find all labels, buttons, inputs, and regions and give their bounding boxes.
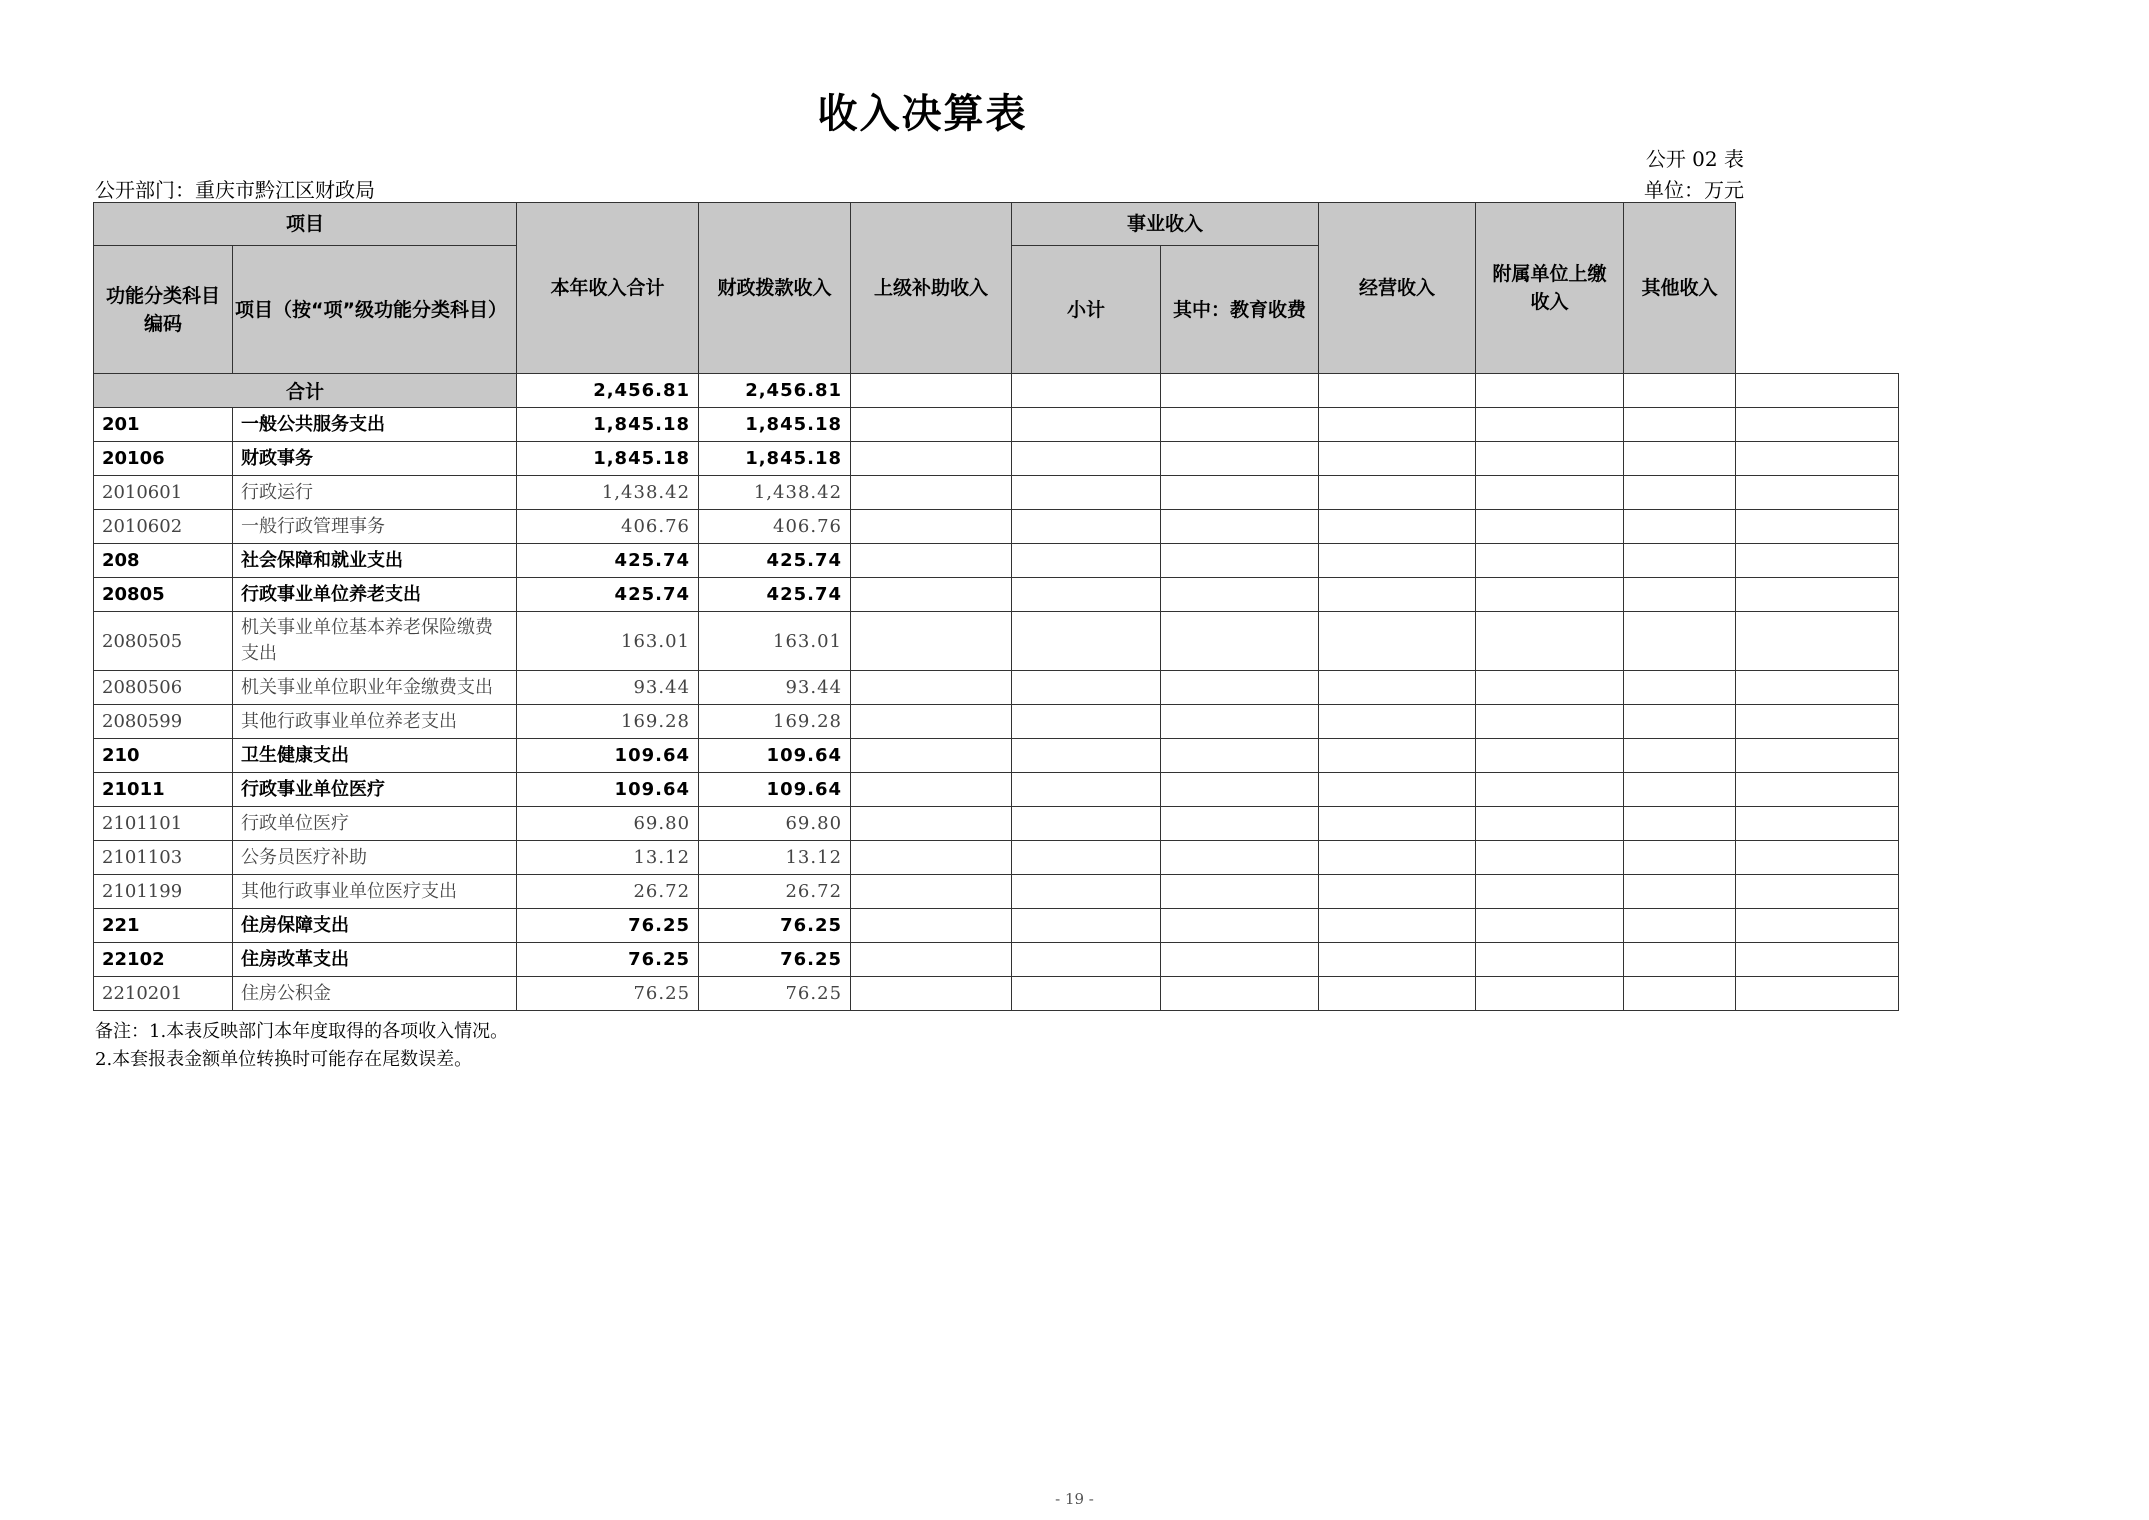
empty-cell — [1319, 739, 1476, 773]
page-number: - 19 - — [1055, 1490, 1094, 1508]
empty-cell — [1476, 773, 1624, 807]
table-row — [94, 612, 1899, 671]
empty-cell — [1319, 841, 1476, 875]
row-code: 201 — [94, 408, 233, 442]
empty-cell — [1624, 510, 1736, 544]
header-business-income: 事业收入 — [1012, 203, 1319, 246]
row-fiscal-allocation: 69.80 — [699, 807, 851, 841]
row-code: 2101101 — [94, 807, 233, 841]
empty-cell — [1012, 875, 1161, 909]
row-name: 社会保障和就业支出 — [233, 544, 517, 578]
empty-cell — [1476, 977, 1624, 1011]
empty-cell — [851, 578, 1012, 612]
empty-cell — [1624, 476, 1736, 510]
empty-cell — [1012, 807, 1161, 841]
empty-cell — [1624, 544, 1736, 578]
empty-cell — [1624, 875, 1736, 909]
total-row — [94, 374, 1899, 408]
empty-cell — [1012, 909, 1161, 943]
empty-cell — [1476, 612, 1624, 671]
empty-cell — [851, 773, 1012, 807]
row-name: 机关事业单位基本养老保险缴费支出 — [233, 612, 517, 671]
empty-cell — [1624, 705, 1736, 739]
table-row — [94, 909, 1899, 943]
page-title: 收入决算表 — [817, 91, 1028, 137]
row-fiscal-allocation: 1,438.42 — [699, 476, 851, 510]
row-total-income: 163.01 — [517, 612, 699, 671]
empty-cell — [1736, 943, 1899, 977]
empty-cell — [851, 671, 1012, 705]
empty-cell — [1319, 705, 1476, 739]
empty-cell — [1736, 442, 1899, 476]
row-code: 210 — [94, 739, 233, 773]
header-other-income: 其他收入 — [1624, 203, 1736, 374]
empty-cell — [1319, 807, 1476, 841]
empty-cell — [1476, 544, 1624, 578]
empty-cell — [1161, 671, 1319, 705]
empty-cell — [851, 442, 1012, 476]
row-fiscal-allocation: 76.25 — [699, 943, 851, 977]
row-total-income: 109.64 — [517, 739, 699, 773]
row-fiscal-allocation: 1,845.18 — [699, 442, 851, 476]
empty-cell — [1736, 705, 1899, 739]
empty-cell — [1624, 671, 1736, 705]
empty-cell — [1624, 943, 1736, 977]
empty-cell — [1012, 374, 1161, 408]
form-number: 公开 02 表 — [1645, 147, 1744, 171]
row-code: 2080506 — [94, 671, 233, 705]
empty-cell — [1319, 408, 1476, 442]
note-2: 2.本套报表金额单位转换时可能存在尾数误差。 — [95, 1049, 473, 1070]
table-row — [94, 943, 1899, 977]
empty-cell — [1161, 909, 1319, 943]
empty-cell — [1476, 705, 1624, 739]
empty-cell — [1319, 442, 1476, 476]
row-code: 22102 — [94, 943, 233, 977]
empty-cell — [1161, 578, 1319, 612]
empty-cell — [1012, 442, 1161, 476]
empty-cell — [1476, 671, 1624, 705]
row-name: 其他行政事业单位医疗支出 — [233, 875, 517, 909]
empty-cell — [1319, 943, 1476, 977]
empty-cell — [1161, 739, 1319, 773]
empty-cell — [1476, 841, 1624, 875]
row-fiscal-allocation: 406.76 — [699, 510, 851, 544]
row-total-income: 109.64 — [517, 773, 699, 807]
empty-cell — [1736, 739, 1899, 773]
row-fiscal-allocation: 76.25 — [699, 977, 851, 1011]
total-income-value: 2,456.81 — [517, 374, 699, 408]
table-row — [94, 671, 1899, 705]
row-name: 住房改革支出 — [233, 943, 517, 977]
empty-cell — [1476, 578, 1624, 612]
empty-cell — [851, 612, 1012, 671]
row-total-income: 69.80 — [517, 807, 699, 841]
row-total-income: 425.74 — [517, 578, 699, 612]
row-total-income: 76.25 — [517, 943, 699, 977]
empty-cell — [1476, 875, 1624, 909]
empty-cell — [1476, 807, 1624, 841]
empty-cell — [1736, 612, 1899, 671]
empty-cell — [1624, 841, 1736, 875]
empty-cell — [1161, 612, 1319, 671]
header-fiscal-allocation: 财政拨款收入 — [699, 203, 851, 374]
empty-cell — [1319, 476, 1476, 510]
empty-cell — [1161, 442, 1319, 476]
empty-cell — [1624, 612, 1736, 671]
empty-cell — [851, 544, 1012, 578]
empty-cell — [1476, 909, 1624, 943]
empty-cell — [1319, 578, 1476, 612]
row-code: 2210201 — [94, 977, 233, 1011]
empty-cell — [1736, 909, 1899, 943]
empty-cell — [851, 875, 1012, 909]
empty-cell — [1476, 408, 1624, 442]
table-row — [94, 510, 1899, 544]
empty-cell — [1624, 578, 1736, 612]
row-total-income: 76.25 — [517, 909, 699, 943]
empty-cell — [1624, 773, 1736, 807]
empty-cell — [1624, 739, 1736, 773]
table-row — [94, 875, 1899, 909]
empty-cell — [1624, 909, 1736, 943]
row-fiscal-allocation: 26.72 — [699, 875, 851, 909]
empty-cell — [1012, 739, 1161, 773]
empty-cell — [851, 374, 1012, 408]
empty-cell — [1319, 612, 1476, 671]
row-code: 208 — [94, 544, 233, 578]
empty-cell — [851, 841, 1012, 875]
empty-cell — [851, 909, 1012, 943]
empty-cell — [851, 705, 1012, 739]
empty-cell — [851, 943, 1012, 977]
row-name: 一般公共服务支出 — [233, 408, 517, 442]
empty-cell — [1319, 977, 1476, 1011]
empty-cell — [1476, 739, 1624, 773]
empty-cell — [1012, 671, 1161, 705]
empty-cell — [1012, 544, 1161, 578]
row-name: 行政事业单位养老支出 — [233, 578, 517, 612]
row-code: 2101103 — [94, 841, 233, 875]
row-total-income: 1,845.18 — [517, 442, 699, 476]
total-fiscal-value: 2,456.81 — [699, 374, 851, 408]
empty-cell — [1161, 510, 1319, 544]
empty-cell — [1736, 578, 1899, 612]
empty-cell — [1319, 671, 1476, 705]
table-row — [94, 841, 1899, 875]
empty-cell — [1161, 476, 1319, 510]
row-name: 住房保障支出 — [233, 909, 517, 943]
empty-cell — [1161, 705, 1319, 739]
row-total-income: 1,438.42 — [517, 476, 699, 510]
row-fiscal-allocation: 109.64 — [699, 739, 851, 773]
table-row — [94, 977, 1899, 1011]
empty-cell — [1319, 773, 1476, 807]
empty-cell — [1012, 841, 1161, 875]
header-education-fee: 其中：教育收费 — [1161, 246, 1319, 374]
empty-cell — [1319, 875, 1476, 909]
empty-cell — [1161, 408, 1319, 442]
row-fiscal-allocation: 109.64 — [699, 773, 851, 807]
empty-cell — [1012, 510, 1161, 544]
empty-cell — [1736, 510, 1899, 544]
empty-cell — [1476, 442, 1624, 476]
table-row — [94, 705, 1899, 739]
empty-cell — [1161, 374, 1319, 408]
row-code: 2080505 — [94, 612, 233, 671]
empty-cell — [1161, 977, 1319, 1011]
empty-cell — [1624, 807, 1736, 841]
header-item: 项目 — [94, 203, 517, 246]
table-row — [94, 544, 1899, 578]
header-affiliate-income: 附属单位上缴收入 — [1476, 203, 1624, 374]
empty-cell — [1161, 807, 1319, 841]
income-table — [93, 202, 1899, 1011]
empty-cell — [1012, 705, 1161, 739]
empty-cell — [1012, 977, 1161, 1011]
empty-cell — [1161, 773, 1319, 807]
row-total-income: 425.74 — [517, 544, 699, 578]
empty-cell — [1476, 943, 1624, 977]
row-code: 2080599 — [94, 705, 233, 739]
empty-cell — [1319, 374, 1476, 408]
header-item-name: 项目（按“项”级功能分类科目） — [233, 246, 517, 374]
empty-cell — [1624, 977, 1736, 1011]
empty-cell — [1736, 977, 1899, 1011]
row-code: 20805 — [94, 578, 233, 612]
row-total-income: 93.44 — [517, 671, 699, 705]
row-name: 住房公积金 — [233, 977, 517, 1011]
empty-cell — [1736, 875, 1899, 909]
empty-cell — [851, 739, 1012, 773]
row-total-income: 13.12 — [517, 841, 699, 875]
row-name: 卫生健康支出 — [233, 739, 517, 773]
row-fiscal-allocation: 169.28 — [699, 705, 851, 739]
empty-cell — [1161, 841, 1319, 875]
row-code: 221 — [94, 909, 233, 943]
empty-cell — [1736, 476, 1899, 510]
empty-cell — [1319, 510, 1476, 544]
empty-cell — [1736, 773, 1899, 807]
empty-cell — [1624, 374, 1736, 408]
row-fiscal-allocation: 425.74 — [699, 578, 851, 612]
empty-cell — [1161, 943, 1319, 977]
row-name: 行政运行 — [233, 476, 517, 510]
row-code: 2101199 — [94, 875, 233, 909]
row-total-income: 76.25 — [517, 977, 699, 1011]
empty-cell — [1736, 544, 1899, 578]
table-row — [94, 773, 1899, 807]
empty-cell — [1736, 374, 1899, 408]
row-fiscal-allocation: 93.44 — [699, 671, 851, 705]
empty-cell — [1476, 476, 1624, 510]
row-fiscal-allocation: 425.74 — [699, 544, 851, 578]
empty-cell — [1012, 408, 1161, 442]
row-fiscal-allocation: 13.12 — [699, 841, 851, 875]
empty-cell — [1476, 510, 1624, 544]
row-name: 行政事业单位医疗 — [233, 773, 517, 807]
empty-cell — [1736, 671, 1899, 705]
empty-cell — [1012, 612, 1161, 671]
header-operating-income: 经营收入 — [1319, 203, 1476, 374]
table-row — [94, 476, 1899, 510]
header-func-code: 功能分类科目编码 — [94, 246, 233, 374]
empty-cell — [1319, 544, 1476, 578]
total-label: 合计 — [94, 374, 517, 408]
empty-cell — [1161, 875, 1319, 909]
row-code: 2010602 — [94, 510, 233, 544]
empty-cell — [851, 476, 1012, 510]
row-fiscal-allocation: 1,845.18 — [699, 408, 851, 442]
empty-cell — [1736, 408, 1899, 442]
row-name: 公务员医疗补助 — [233, 841, 517, 875]
row-name: 其他行政事业单位养老支出 — [233, 705, 517, 739]
row-total-income: 406.76 — [517, 510, 699, 544]
empty-cell — [1476, 374, 1624, 408]
empty-cell — [1012, 943, 1161, 977]
empty-cell — [1736, 807, 1899, 841]
unit-label: 单位：万元 — [1644, 178, 1744, 202]
header-total-income: 本年收入合计 — [517, 203, 699, 374]
row-code: 2010601 — [94, 476, 233, 510]
table-row — [94, 739, 1899, 773]
header-subtotal: 小计 — [1012, 246, 1161, 374]
row-code: 21011 — [94, 773, 233, 807]
row-fiscal-allocation: 163.01 — [699, 612, 851, 671]
empty-cell — [1624, 442, 1736, 476]
table-row — [94, 442, 1899, 476]
row-name: 一般行政管理事务 — [233, 510, 517, 544]
row-name: 行政单位医疗 — [233, 807, 517, 841]
empty-cell — [851, 408, 1012, 442]
header-superior-subsidy: 上级补助收入 — [851, 203, 1012, 374]
row-total-income: 169.28 — [517, 705, 699, 739]
empty-cell — [1012, 578, 1161, 612]
department-label: 公开部门：重庆市黔江区财政局 — [95, 178, 375, 202]
empty-cell — [1012, 773, 1161, 807]
empty-cell — [851, 807, 1012, 841]
row-total-income: 1,845.18 — [517, 408, 699, 442]
empty-cell — [1319, 909, 1476, 943]
table-row — [94, 408, 1899, 442]
table-row — [94, 807, 1899, 841]
table-row — [94, 578, 1899, 612]
empty-cell — [851, 977, 1012, 1011]
row-fiscal-allocation: 76.25 — [699, 909, 851, 943]
row-code: 20106 — [94, 442, 233, 476]
empty-cell — [1012, 476, 1161, 510]
row-total-income: 26.72 — [517, 875, 699, 909]
empty-cell — [1624, 408, 1736, 442]
row-name: 财政事务 — [233, 442, 517, 476]
note-1: 备注：1.本表反映部门本年度取得的各项收入情况。 — [95, 1021, 509, 1042]
empty-cell — [1161, 544, 1319, 578]
row-name: 机关事业单位职业年金缴费支出 — [233, 671, 517, 705]
empty-cell — [851, 510, 1012, 544]
empty-cell — [1736, 841, 1899, 875]
